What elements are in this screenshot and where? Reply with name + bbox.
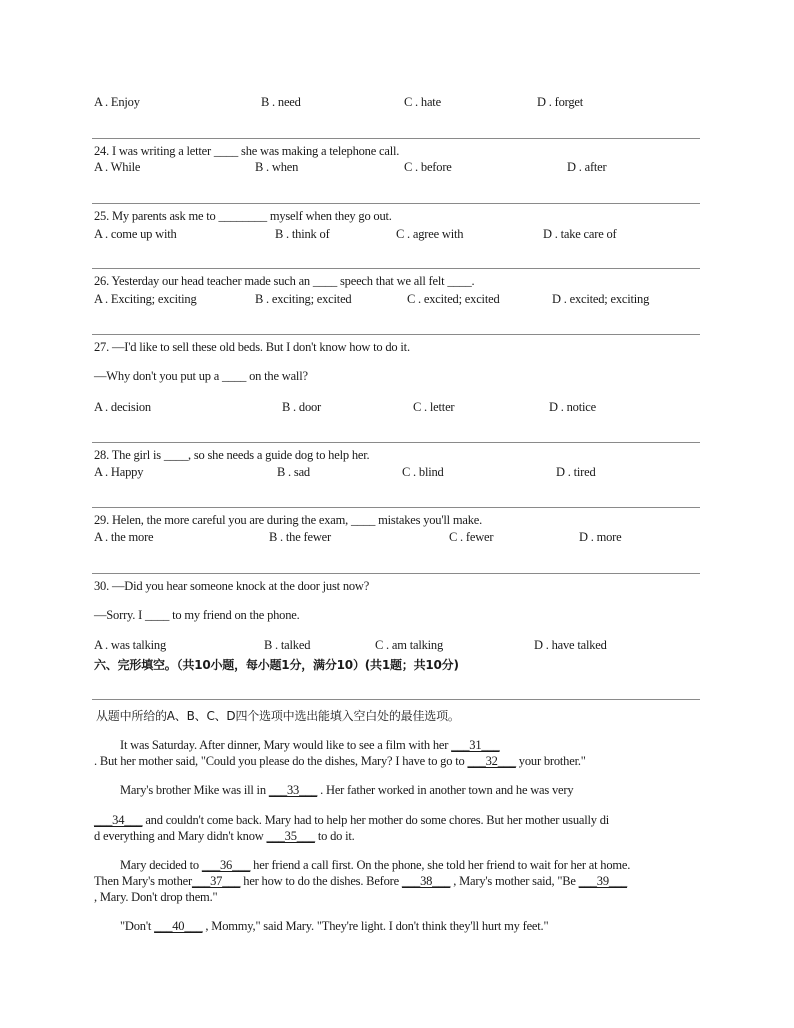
passage-text: Mary decided to (120, 858, 202, 872)
blank-32: ___32___ (467, 754, 516, 768)
passage-line (94, 890, 217, 905)
q29-option-d: D . more (579, 530, 622, 544)
passage-text: and couldn't come back. Mary had to help her mother do some chores. But her mother usually di (142, 813, 610, 827)
divider (92, 268, 700, 269)
divider (92, 203, 700, 204)
passage-line (94, 754, 586, 769)
passage-text: , Mary. Don't drop them." (94, 890, 218, 904)
passage-text: "Don't (120, 919, 155, 933)
blank-31: ___31___ (451, 738, 500, 752)
passage-line (94, 874, 627, 889)
passage-text: , Mommy," said Mary. "They're light. I don't think they'll hurt my feet." (202, 919, 549, 933)
q27-stem: 27. —I'd like to sell these old beds. But I don't know how to do it. (94, 340, 410, 354)
q28-option-c: C . blind (402, 465, 444, 479)
passage-line (120, 919, 548, 934)
q24-option-d: D . after (567, 160, 607, 174)
divider (92, 573, 700, 574)
q24-option-b: B . when (255, 160, 299, 174)
q23-option-a: A . Enjoy (94, 95, 140, 109)
q25-stem: 25. My parents ask me to ________ myself when they go out. (94, 209, 392, 223)
passage-text: Then Mary's mother (94, 874, 192, 888)
q27-option-d: D . notice (549, 400, 596, 414)
q30-option-a: A . was talking (94, 638, 166, 652)
q25-option-a: A . come up with (94, 227, 177, 241)
divider (92, 699, 700, 700)
blank-39: ___39___ (578, 874, 628, 888)
q25-option-d: D . take care of (543, 227, 617, 241)
blank-38: ___38___ (401, 874, 451, 888)
q25-option-b: B . think of (275, 227, 330, 241)
passage-text: , Mary's mother said, "Be (450, 874, 579, 888)
passage-text: her how to do the dishes. Before (240, 874, 402, 888)
blank-33: ___33___ (268, 783, 318, 797)
passage-line (94, 813, 609, 828)
q26-option-a: A . Exciting; exciting (94, 292, 197, 306)
q28-option-b: B . sad (277, 465, 310, 479)
q26-option-b: B . exciting; excited (255, 292, 352, 306)
q30-stem-reply: —Sorry. I ____ to my friend on the phone. (94, 608, 300, 622)
blank-37: ___37___ (191, 874, 241, 888)
q23-option-b: B . need (261, 95, 301, 109)
q27-option-b: B . door (282, 400, 322, 414)
q29-option-c: C . fewer (449, 530, 494, 544)
q28-option-a: A . Happy (94, 465, 144, 479)
q28-stem: 28. The girl is ____, so she needs a guide dog to help her. (94, 448, 370, 462)
passage-text: Mary's brother Mike was ill in (120, 783, 269, 797)
section-instruction: 从题中所给的A、B、C、D四个选项中选出能填入空白处的最佳选项。 (96, 709, 460, 723)
passage-text: It was Saturday. After dinner, Mary would like to see a film with her (120, 738, 452, 752)
passage-text: . But her mother said, "Could you please do the dishes, Mary? I have to go to (94, 754, 468, 768)
blank-36: ___36___ (201, 858, 251, 872)
q26-option-d: D . excited; exciting (552, 292, 650, 306)
q27-stem-reply: —Why don't you put up a ____ on the wall? (94, 369, 308, 383)
divider (92, 442, 700, 443)
passage-text: her friend a call first. On the phone, she told her friend to wait for her at home. (250, 858, 631, 872)
passage-text: to do it. (314, 829, 355, 843)
divider (92, 334, 700, 335)
passage-text: your brother." (515, 754, 586, 768)
q27-option-c: C . letter (413, 400, 455, 414)
passage-text: . Her father worked in another town and he was very (317, 783, 574, 797)
q30-stem: 30. —Did you hear someone knock at the door just now? (94, 579, 370, 593)
q30-option-d: D . have talked (534, 638, 607, 652)
q26-option-c: C . excited; excited (407, 292, 500, 306)
q25-option-c: C . agree with (396, 227, 464, 241)
q30-option-b: B . talked (264, 638, 311, 652)
blank-34: ___34___ (94, 813, 143, 827)
passage-text: d everything and Mary didn't know (94, 829, 267, 843)
divider (92, 507, 700, 508)
divider (92, 138, 700, 139)
q23-option-c: C . hate (404, 95, 441, 109)
q23-option-d: D . forget (537, 95, 584, 109)
q30-option-c: C . am talking (375, 638, 444, 652)
q29-option-b: B . the fewer (269, 530, 331, 544)
passage-line (120, 738, 500, 753)
passage-line (120, 783, 573, 798)
section-heading: 六、完形填空。（共10小题，每小题1分，满分10）(共1题；共10分) (94, 658, 459, 672)
q24-option-c: C . before (404, 160, 452, 174)
q27-option-a: A . decision (94, 400, 151, 414)
q29-option-a: A . the more (94, 530, 154, 544)
q29-stem: 29. Helen, the more careful you are during the exam, ____ mistakes you'll make. (94, 513, 483, 527)
passage-line (120, 858, 630, 873)
q24-option-a: A . While (94, 160, 141, 174)
blank-35: ___35___ (266, 829, 315, 843)
q24-stem: 24. I was writing a letter ____ she was making a telephone call. (94, 144, 400, 158)
passage-line (94, 829, 355, 844)
blank-40: ___40___ (154, 919, 203, 933)
q28-option-d: D . tired (556, 465, 596, 479)
q26-stem: 26. Yesterday our head teacher made such an ____ speech that we all felt ____. (94, 274, 475, 288)
